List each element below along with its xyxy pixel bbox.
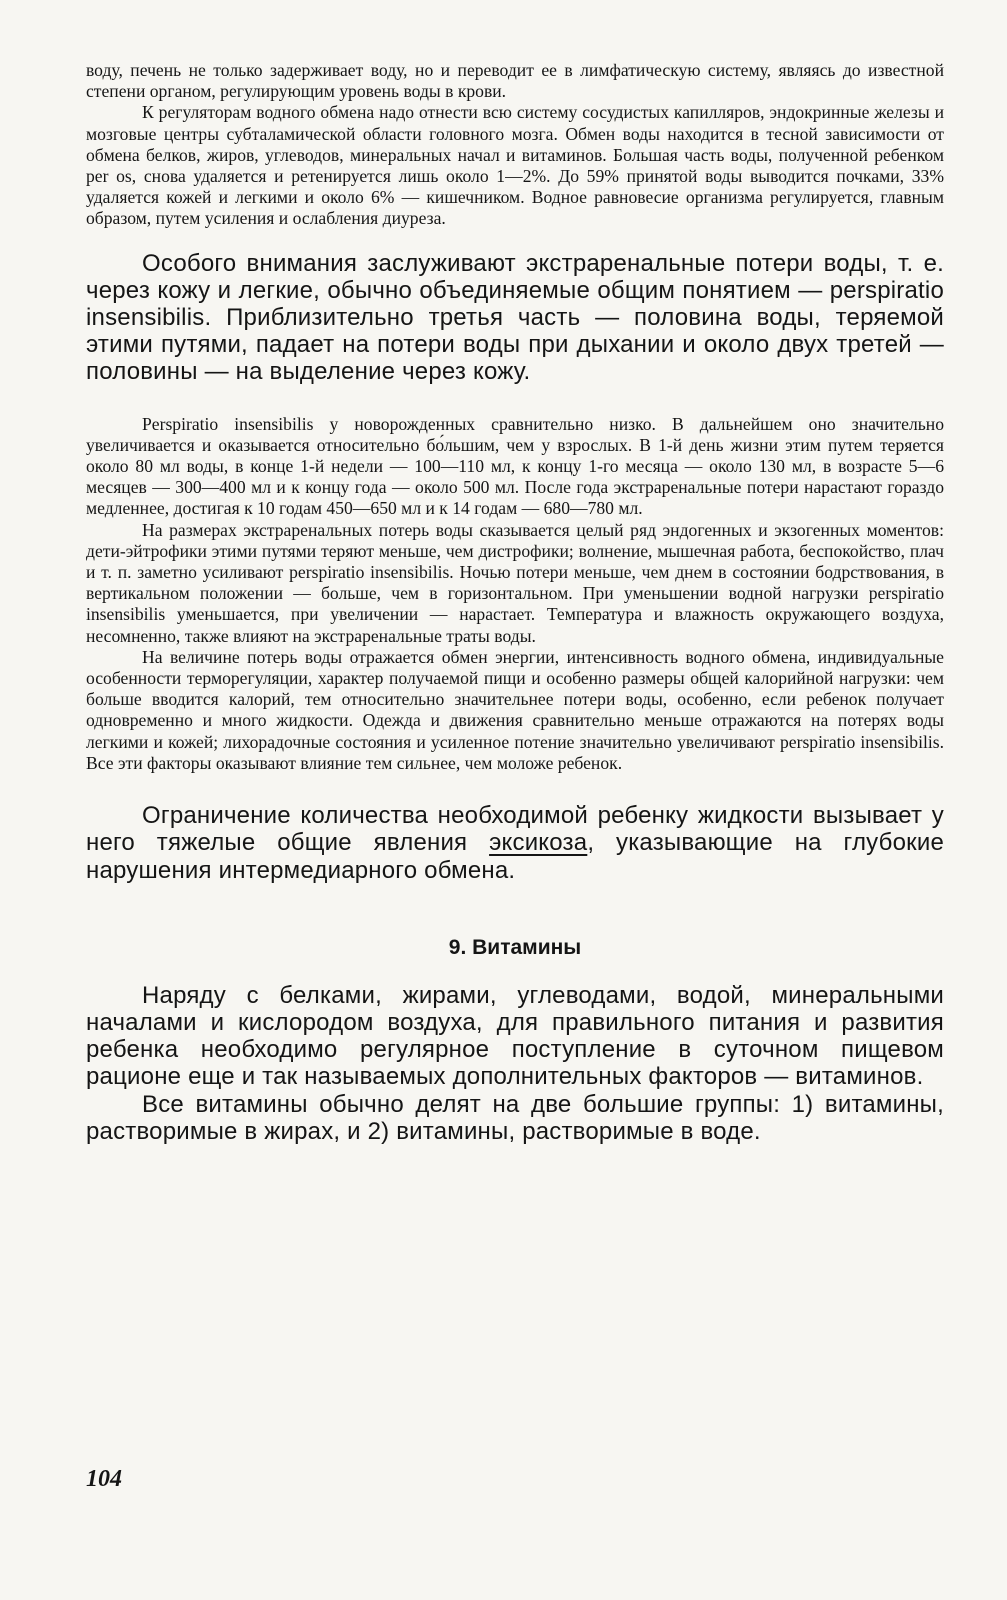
page-body xyxy=(86,60,944,1145)
text-after-exsiccosis: , указывающие на глубокие нарушения интермедиарного обмена. xyxy=(86,829,944,884)
exsiccosis-term: эксикоза xyxy=(489,829,588,857)
paragraph-water-regulators: К регуляторам водного обмена надо отнести всю систему сосудистых капилляров, эндокринные железы и мозговые центры субталамической области головного мозга. Обмен воды находится в тесной зависимости от обмена белков, жиров, углеводов, минеральных начал и витаминов. Большая часть воды, полученной ребенком per os, снова удаляется и ретенируется лишь около 1—2%. До 59% принятой воды выводится почками, 33% удаляется кожей и легкими и около 6% — кишечником. Водное равновесие организма регулируется, главным образом, путем усиления и ослабления диуреза. xyxy=(86,102,944,229)
large-print-block-1 xyxy=(86,250,944,386)
paragraph-vitamin-groups: Все витамины обычно делят на две большие группы: 1) витамины, растворимые в жирах, и 2) витамины, растворимые в воде. xyxy=(86,1090,944,1145)
paragraph-endogenous-factors: На размерах экстраренальных потерь воды сказывается целый ряд эндогенных и экзогенных моментов: дети-эйтрофики этими путями теряют меньше, чем дистрофики; волнение, мышечная работа, беспокойство, плач и т. п. заметно усиливают perspiratio insensibilis. Ночью потери меньше, чем днем в состоянии бодрствования, в вертикальном положении — больше, чем в горизонтальном. При уменьшении водной нагрузки perspiratio insensibilis уменьшается, при увеличении — нарастает. Температура и влажность окружающего воздуха, несомненно, также влияют на экстраренальные траты воды. xyxy=(86,519,944,646)
paragraph-extrarenal-losses: Особого внимания заслуживают экстраренальные потери воды, т. е. через кожу и легкие, обычно объединяемые общим понятием — perspiratio insensibilis. Приблизительно третья часть — половина воды, теряемой этими путями, падает на потери воды при дыхании и около двух третей — половины — на выделение через кожу. xyxy=(86,249,944,386)
page-number: 104 xyxy=(86,1466,122,1492)
large-print-block-2 xyxy=(86,802,944,884)
paragraph-vitamins-intro: Наряду с белками, жирами, углеводами, водой, минеральными началами и кислородом воздуха, для правильного питания и развития ребенка необходимо регулярное поступление в суточном пищевом рационе еще и так называемых дополнительных факторов — витаминов. xyxy=(86,981,944,1091)
small-print-block-2 xyxy=(86,414,944,774)
text-before-exsiccosis: Ограничение количества необходимой ребенку жидкости вызывает у него тяжелые общие явления xyxy=(86,802,944,857)
small-print-block-1 xyxy=(86,60,944,230)
section-heading-vitamins: 9. Витамины xyxy=(448,935,582,959)
paragraph-fluid-restriction xyxy=(86,802,944,884)
paragraph-perspiratio-newborns: Perspiratio insensibilis у новорожденных сравнительно низко. В дальнейшем оно значительно увеличивается и оказывается относительно бо́льшим, чем у взрослых. В 1-й день жизни этим путем теряется около 80 мл воды, в конце 1-й недели — 100—110 мл, к концу 1-го месяца — около 130 мл, в возрасте 5—6 месяцев — 300—400 мл и к концу года — около 500 мл. После года экстраренальные потери нарастают гораздо медленнее, достигая к 10 годам 450—650 мл и к 14 годам — 680—780 мл. xyxy=(86,413,944,519)
large-print-block-3 xyxy=(86,982,944,1145)
paragraph-energy-exchange: На величине потерь воды отражается обмен энергии, интенсивность водного обмена, индивидуальные особенности терморегуляции, характер получаемой пищи и особенно размеры общей калорийной нагрузки: чем больше вводится калорий, тем относительно значительнее потери воды, особенно, если ребенок получает одновременно и много жидкости. Одежда и движения сравнительно меньше отражаются на потерях воды легкими и кожей; лихорадочные состояния и усиленное потение значительно увеличивают perspiratio insensibilis. Все эти факторы оказывают влияние тем сильнее, чем моложе ребенок. xyxy=(86,646,944,773)
paragraph-continuation: воду, печень не только задерживает воду, но и переводит ее в лимфатическую систему, являясь до известной степени органом, регулирующим уровень воды в крови. xyxy=(86,60,944,102)
